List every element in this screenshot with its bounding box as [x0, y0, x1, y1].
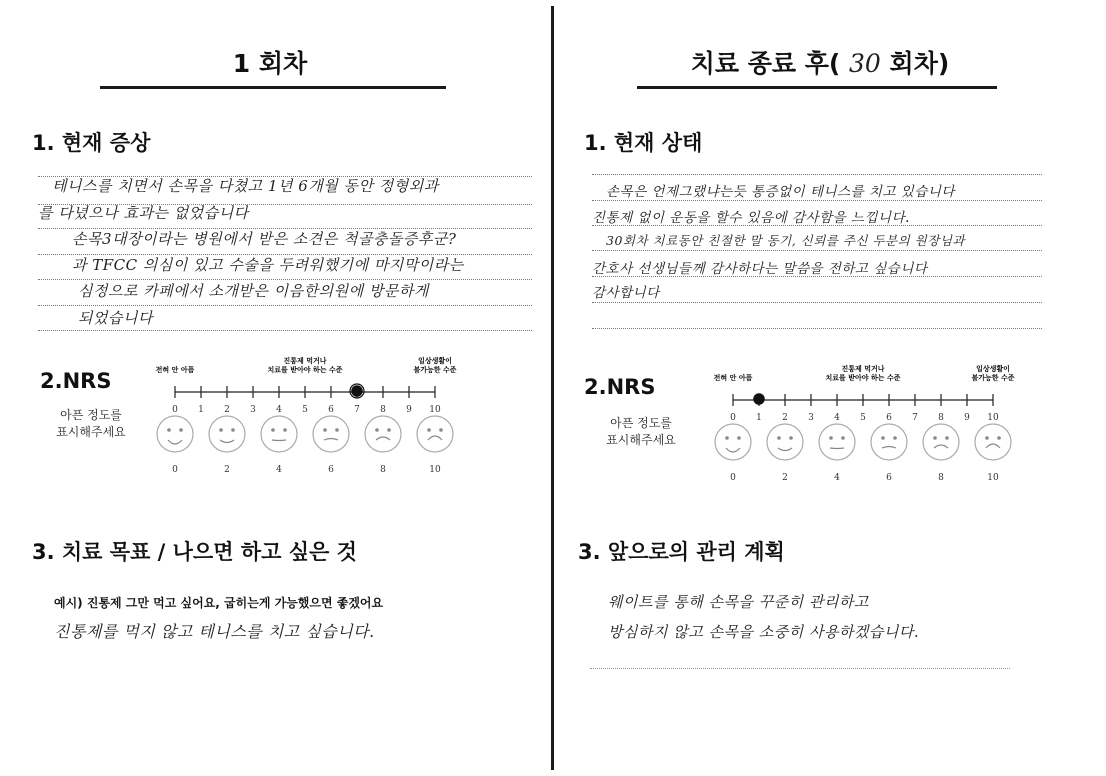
handwritten-line: 손목은 언제그랬냐는듯 통증없이 테니스를 치고 있습니다: [606, 184, 955, 200]
scale-tick-label: 1: [198, 405, 204, 415]
pain-face-icon: [313, 416, 349, 452]
pain-face-icon: [209, 416, 245, 452]
scale-tick-label: 6: [886, 413, 892, 423]
scale-tick-label: 7: [912, 413, 918, 423]
right-handwriting-area: [592, 168, 1042, 333]
pain-face-icon: [365, 416, 401, 452]
handwritten-line: 되었습니다: [78, 309, 153, 327]
left-section3-heading: 3. 치료 목표 / 나으면 하고 싶은 것: [32, 540, 357, 564]
scale-tick-label: 4: [276, 405, 282, 415]
left-nrs-label: 2.NRS: [40, 369, 112, 393]
scale-tick-label: 8: [380, 405, 386, 415]
pain-face-icon: [819, 424, 855, 460]
scale-label-medium: 진통제 먹거나: [841, 365, 885, 373]
face-label: 8: [380, 465, 386, 475]
scale-label-none: 전혀 안 아픔: [155, 366, 195, 374]
face-label: 4: [834, 473, 840, 483]
face-label: 0: [172, 465, 178, 475]
handwritten-line: 간호사 선생님들께 감사하다는 말씀을 전하고 싶습니다: [592, 261, 928, 277]
handwritten-line: 방심하지 않고 손목을 소중히 사용하겠습니다.: [608, 623, 920, 641]
handwritten-line: 를 다녔으나 효과는 없었습니다: [38, 204, 249, 222]
scale-tick-label: 0: [730, 413, 736, 423]
left-nrs-scale: [150, 358, 470, 498]
scale-tick-label: 3: [808, 413, 814, 423]
right-section3-dotted-rule: [590, 668, 1010, 669]
scale-label-medium: 치료를 받아야 하는 수준: [267, 366, 343, 374]
scale-tick-label: 4: [834, 413, 840, 423]
handwritten-line: 과 TFCC 의심이 있고 수술을 두려워했기에 마지막이라는: [72, 256, 464, 274]
right-nrs-label: 2.NRS: [584, 375, 656, 399]
pain-face-icon: [871, 424, 907, 460]
face-label: 2: [224, 465, 230, 475]
face-label: 10: [987, 473, 999, 483]
scale-tick-label: 0: [172, 405, 178, 415]
left-title: 1 회차: [232, 49, 308, 78]
handwritten-line: 진통제 없이 운동을 할수 있음에 감사함을 느낍니다.: [592, 210, 910, 226]
scale-tick-label: 5: [302, 405, 308, 415]
right-nrs-instruction: 아픈 정도를 표시해주세요: [606, 416, 676, 447]
pain-face-icon: [157, 416, 193, 452]
scale-label-severe: 일상생활이: [418, 357, 452, 365]
scale-label-none: 전혀 안 아픔: [713, 374, 753, 382]
right-nrs-scale: [708, 366, 1028, 506]
scale-label-severe: 일상생활이: [976, 365, 1010, 373]
left-handwriting-area: [38, 168, 532, 338]
scale-tick-label: 9: [406, 405, 412, 415]
session-count: 30: [849, 49, 881, 78]
face-label: 6: [886, 473, 892, 483]
scale-label-severe: 불가능한 수준: [971, 374, 1015, 382]
scale-tick-label: 10: [429, 405, 441, 415]
pain-face-icon: [261, 416, 297, 452]
face-label: 6: [328, 465, 334, 475]
scale-label-medium: 진통제 먹거나: [283, 357, 327, 365]
right-title-rule: [637, 86, 997, 89]
handwritten-line: 30회차 치료동안 친절한 말 동기, 신뢰를 주신 두분의 원장님과: [606, 233, 965, 248]
left-title-rule: [100, 86, 446, 89]
example-text: 예시) 진통제 그만 먹고 싶어요, 굽히는게 가능했으면 좋겠어요: [54, 596, 384, 610]
handwritten-line: 웨이트를 통해 손목을 꾸준히 관리하고: [608, 593, 869, 611]
pain-marker: [352, 386, 362, 396]
handwritten-line: 손목3대장이라는 병원에서 받은 소견은 척골충돌증후군?: [72, 230, 457, 248]
scale-tick-label: 2: [224, 405, 230, 415]
left-section1-heading: 1. 현재 증상: [32, 131, 151, 155]
scale-tick-label: 3: [250, 405, 256, 415]
face-label: 8: [938, 473, 944, 483]
pain-face-icon: [767, 424, 803, 460]
face-label: 4: [276, 465, 282, 475]
pain-face-icon: [715, 424, 751, 460]
scale-tick-label: 8: [938, 413, 944, 423]
handwritten-line: 감사합니다: [592, 285, 660, 301]
scale-tick-label: 7: [354, 405, 360, 415]
scale-tick-label: 5: [860, 413, 866, 423]
pain-face-icon: [417, 416, 453, 452]
handwritten-line: 진통제를 먹지 않고 테니스를 치고 싶습니다.: [54, 622, 375, 641]
pain-face-icon: [923, 424, 959, 460]
left-nrs-instruction: 아픈 정도를 표시해주세요: [56, 408, 126, 439]
scale-label-medium: 치료를 받아야 하는 수준: [825, 374, 901, 382]
pain-marker: [754, 394, 764, 404]
face-label: 10: [429, 465, 441, 475]
scale-tick-label: 1: [756, 413, 762, 423]
scale-tick-label: 6: [328, 405, 334, 415]
page-divider: [551, 6, 554, 770]
scale-tick-label: 2: [782, 413, 788, 423]
scale-tick-label: 10: [987, 413, 999, 423]
right-title: 치료 종료 후( 30 회차): [690, 49, 950, 78]
handwritten-line: 테니스를 치면서 손목을 다쳤고 1년 6개월 동안 정형외과: [52, 177, 439, 195]
right-section1-heading: 1. 현재 상태: [584, 131, 703, 155]
face-label: 2: [782, 473, 788, 483]
handwritten-line: 심정으로 카페에서 소개받은 이음한의원에 방문하게: [78, 282, 429, 300]
scale-label-severe: 불가능한 수준: [413, 366, 457, 374]
pain-face-icon: [975, 424, 1011, 460]
scale-tick-label: 9: [964, 413, 970, 423]
face-label: 0: [730, 473, 736, 483]
right-section3-heading: 3. 앞으로의 관리 계획: [578, 540, 785, 564]
